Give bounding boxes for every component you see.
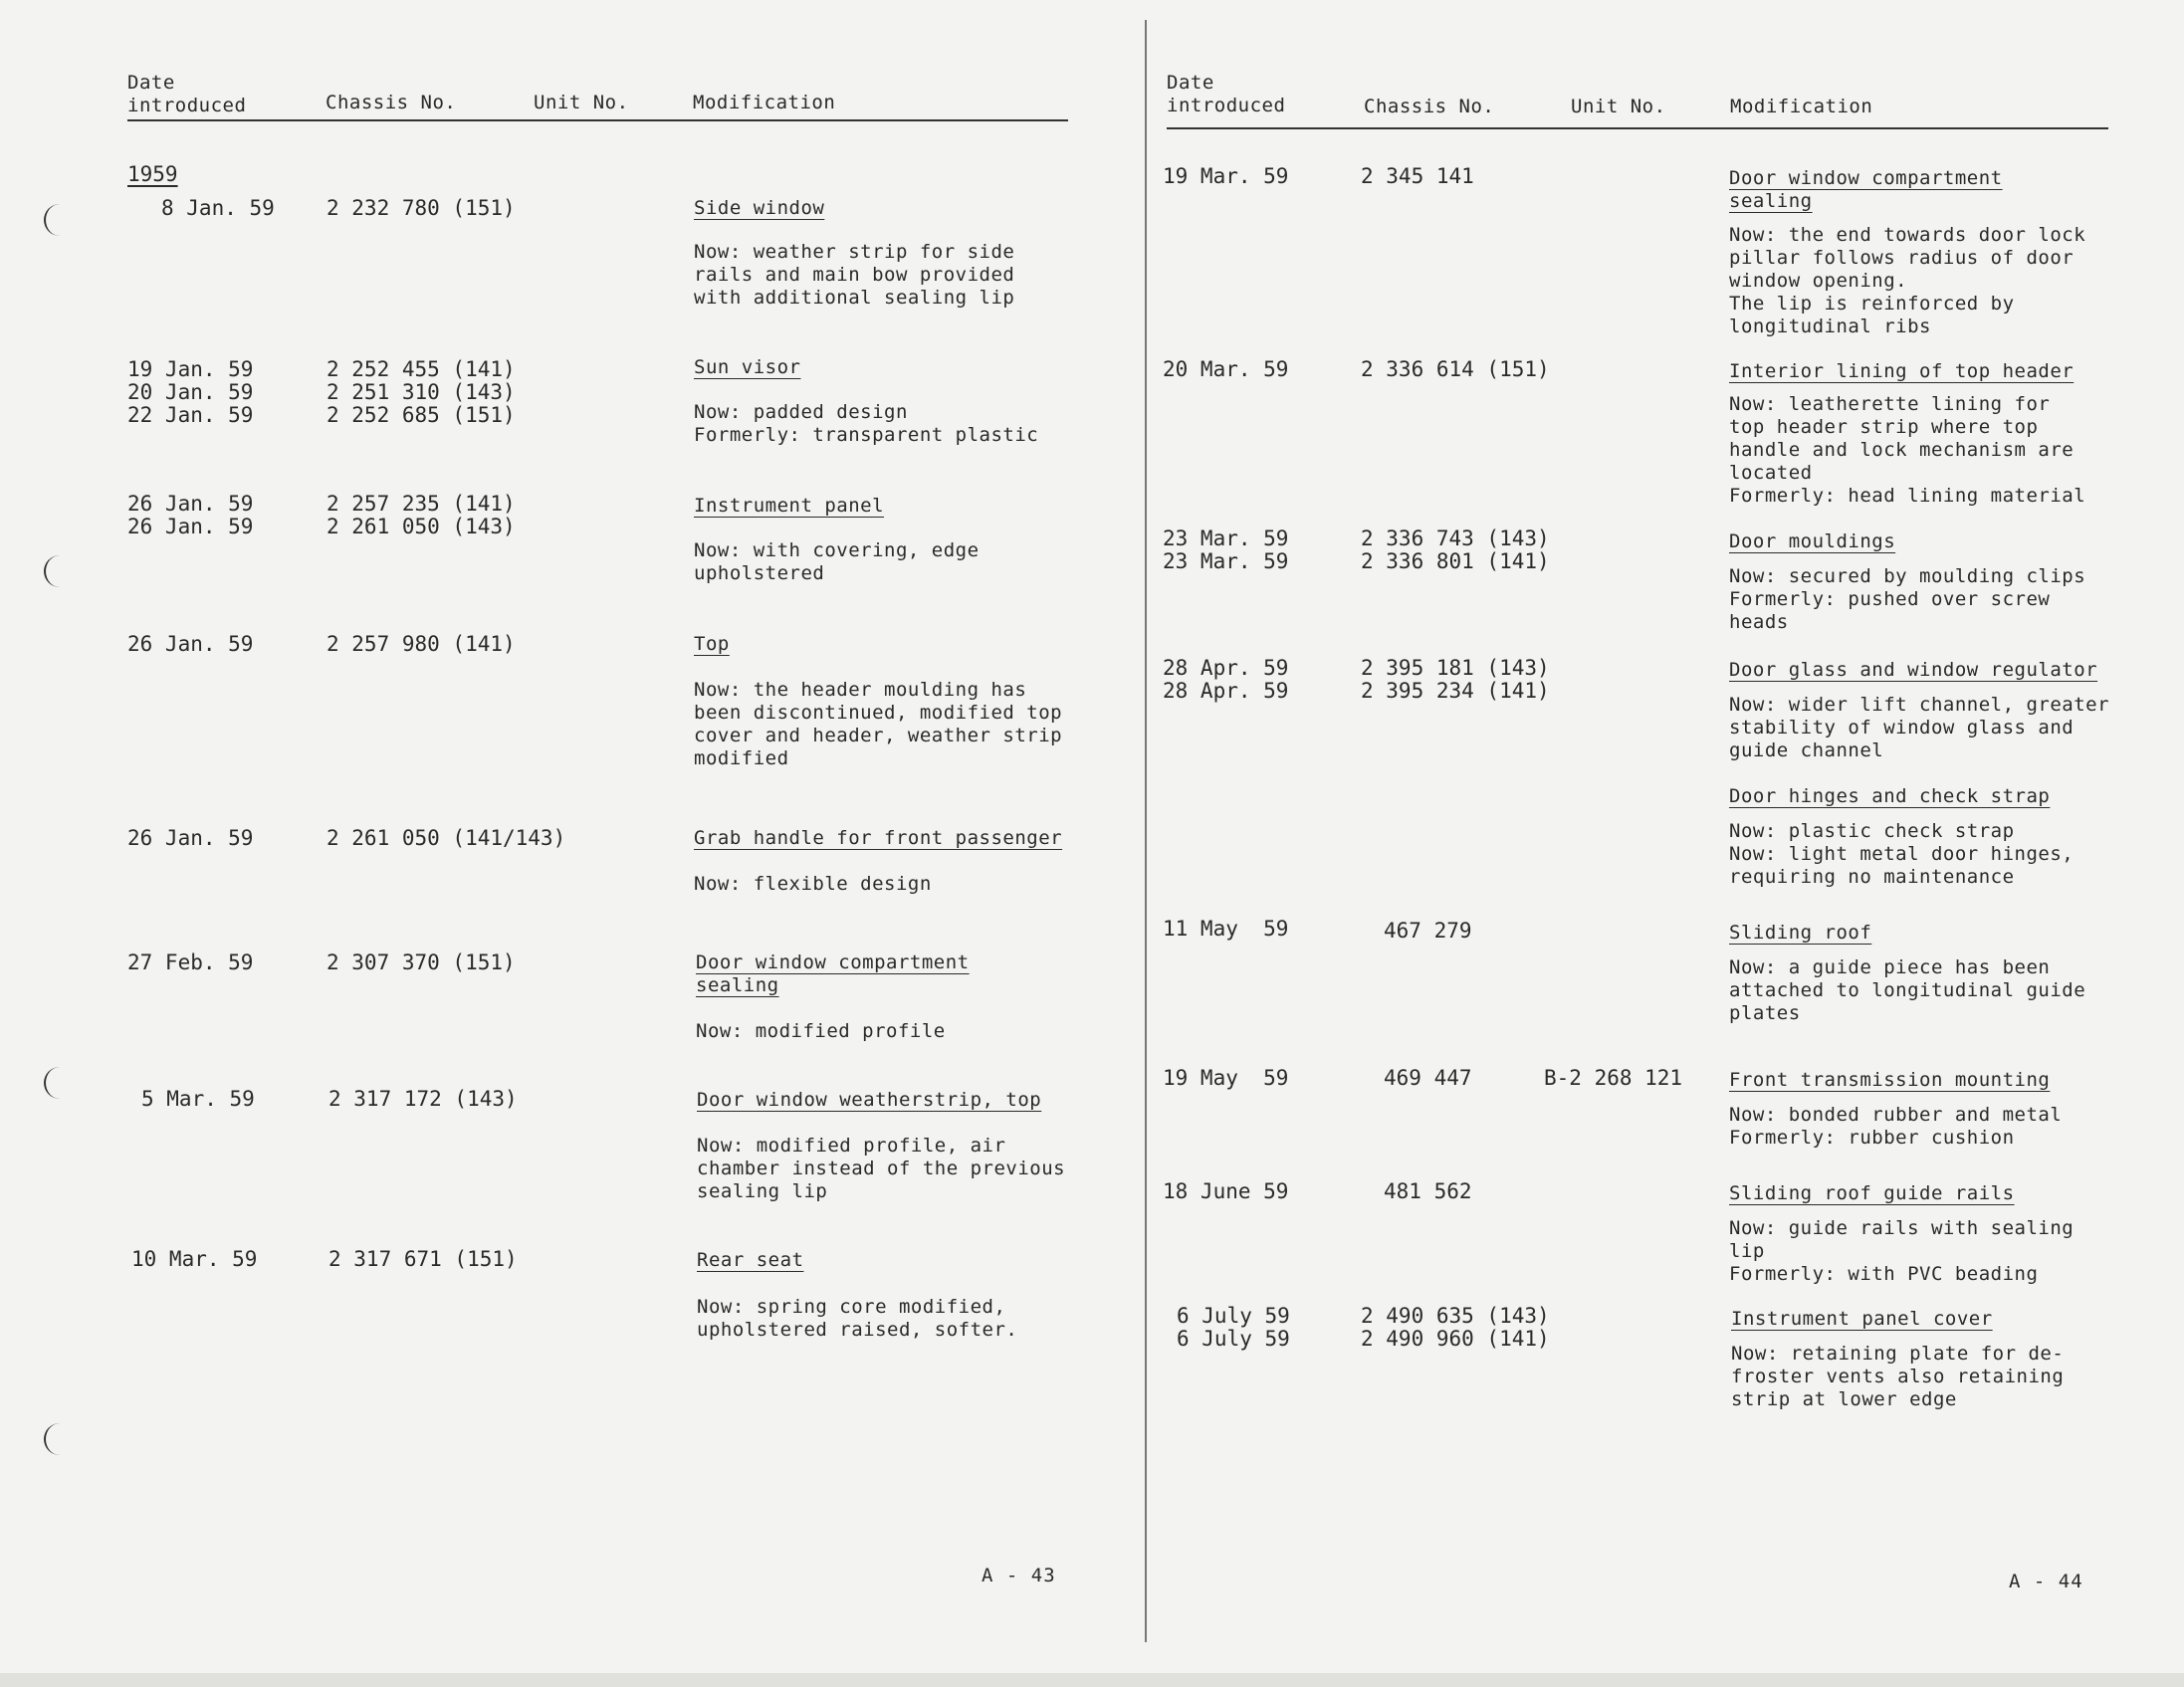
entry-title: Rear seat [697, 1249, 804, 1271]
entry-chassis: 2 317 671 (151) [328, 1247, 518, 1271]
entry-chassis: 2 317 172 (143) [328, 1087, 518, 1111]
header-chassis: Chassis No. [1364, 96, 1495, 117]
header-chassis: Chassis No. [326, 92, 457, 113]
entry-description: Now: with covering, edge upholstered [694, 539, 980, 584]
entry-date: 26 Jan. 59 26 Jan. 59 [127, 492, 254, 538]
entry-date: 5 Mar. 59 [141, 1087, 255, 1111]
entry-chassis: 2 336 614 (151) [1361, 357, 1550, 381]
header-unit: Unit No. [534, 92, 629, 113]
entry-chassis: 2 307 370 (151) [327, 950, 516, 974]
entry-description: Now: retaining plate for de- froster vents also retaining strip at lower edge [1731, 1343, 2065, 1410]
entry-chassis: 2 490 635 (143) 2 490 960 (141) [1361, 1304, 1550, 1351]
entry-description: Now: secured by moulding clips Formerly: pushed over screw heads [1729, 565, 2086, 633]
entry-date: 11 May 59 [1163, 917, 1289, 941]
entry-description: Now: modified profile [696, 1020, 946, 1042]
entry-title: Door window compartment sealing [696, 951, 970, 996]
entry-description: Now: the header moulding has been discontinued, modified top cover and header, weather strip modified [694, 679, 1063, 769]
entry-title: Sliding roof [1729, 922, 1872, 944]
header-unit: Unit No. [1571, 96, 1666, 117]
entry-date: 18 June 59 [1163, 1179, 1289, 1203]
entry-title: Sliding roof guide rails [1729, 1182, 2015, 1204]
entry-description: Now: guide rails with sealing lip Formerly: with PVC beading [1729, 1217, 2075, 1285]
entry-date: 28 Apr. 59 28 Apr. 59 [1163, 656, 1289, 703]
header-rule [127, 119, 1068, 121]
entry-date: 8 Jan. 59 [161, 196, 275, 220]
entry-chassis: 2 232 780 (151) [327, 196, 516, 220]
entry-date: 26 Jan. 59 [127, 826, 254, 850]
entry-chassis: 469 447 [1384, 1066, 1472, 1090]
entry-description: Now: plastic check strap Now: light metal door hinges, requiring no maintenance [1729, 820, 2075, 888]
entry-chassis: 2 257 980 (141) [327, 632, 516, 656]
entry-description: Now: a guide piece has been attached to longitudinal guide plates [1729, 956, 2086, 1024]
header-modification: Modification [693, 92, 836, 113]
header-date: Date introduced [1167, 72, 1286, 116]
entry-date: 6 July 59 6 July 59 [1177, 1304, 1290, 1351]
entry-title: Top [694, 633, 730, 655]
header-date: Date introduced [127, 72, 247, 116]
entry-title: Door hinges and check strap [1729, 785, 2051, 807]
header-modification: Modification [1730, 96, 1873, 117]
page-number: A - 43 [982, 1565, 1056, 1586]
entry-unit: B-2 268 121 [1544, 1066, 1683, 1090]
entry-chassis: 2 345 141 [1361, 164, 1474, 188]
entry-title: Side window [694, 197, 825, 219]
entry-chassis: 481 562 [1384, 1179, 1472, 1203]
entry-date: 23 Mar. 59 23 Mar. 59 [1163, 527, 1289, 573]
entry-description: Now: padded design Formerly: transparent plastic [694, 401, 1039, 446]
right-page [1145, 0, 2184, 1687]
entry-chassis: 2 395 181 (143) 2 395 234 (141) [1361, 656, 1550, 703]
entry-description: Now: flexible design [694, 873, 932, 895]
entry-description: Now: the end towards door lock pillar follows radius of door window opening. The lip is reinforced by longitudinal ribs [1729, 224, 2086, 337]
year-heading: 1959 [127, 162, 178, 186]
entry-chassis: 467 279 [1384, 919, 1472, 943]
entry-title: Door mouldings [1729, 530, 1896, 552]
entry-description: Now: weather strip for side rails and main bow provided with additional sealing lip [694, 241, 1015, 309]
entry-chassis: 2 261 050 (141/143) [327, 826, 566, 850]
entry-date: 10 Mar. 59 [131, 1247, 258, 1271]
entry-title: Front transmission mounting [1729, 1069, 2051, 1091]
header-rule [1167, 127, 2108, 129]
entry-description: Now: spring core modified, upholstered raised, softer. [697, 1296, 1018, 1341]
entry-title: Instrument panel cover [1731, 1308, 1993, 1330]
entry-description: Now: modified profile, air chamber instead of the previous sealing lip [697, 1135, 1066, 1202]
entry-title: Door window weatherstrip, top [697, 1089, 1042, 1111]
entry-date: 26 Jan. 59 [127, 632, 254, 656]
entry-chassis: 2 257 235 (141) 2 261 050 (143) [327, 492, 516, 538]
entry-date: 27 Feb. 59 [127, 950, 254, 974]
entry-chassis: 2 252 455 (141) 2 251 310 (143) 2 252 685 (151) [327, 357, 516, 427]
entry-title: Grab handle for front passenger [694, 827, 1063, 849]
entry-title: Sun visor [694, 356, 801, 378]
entry-date: 20 Mar. 59 [1163, 357, 1289, 381]
entry-chassis: 2 336 743 (143) 2 336 801 (141) [1361, 527, 1550, 573]
page-number: A - 44 [2009, 1571, 2083, 1592]
entry-title: Instrument panel [694, 495, 885, 517]
entry-date: 19 Mar. 59 [1163, 164, 1289, 188]
entry-description: Now: bonded rubber and metal Formerly: rubber cushion [1729, 1104, 2063, 1149]
entry-title: Door window compartment sealing [1729, 167, 2003, 212]
entry-title: Interior lining of top header [1729, 360, 2075, 382]
entry-date: 19 May 59 [1163, 1066, 1289, 1090]
entry-title: Door glass and window regulator [1729, 659, 2098, 681]
entry-description: Now: leatherette lining for top header strip where top handle and lock mechanism are located Formerly: head lining material [1729, 393, 2086, 507]
entry-date: 19 Jan. 59 20 Jan. 59 22 Jan. 59 [127, 357, 254, 427]
entry-description: Now: wider lift channel, greater stability of window glass and guide channel [1729, 694, 2110, 761]
